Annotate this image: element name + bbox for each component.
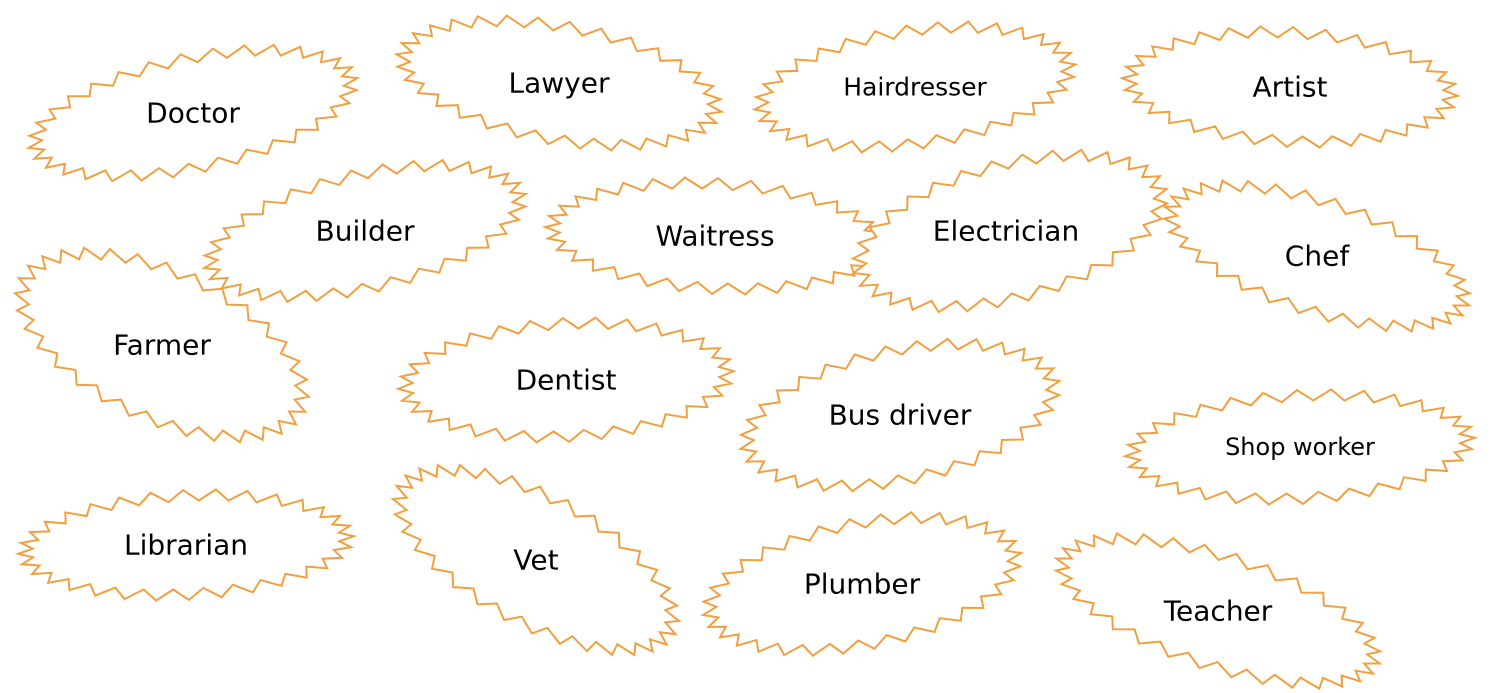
word-label: Farmer xyxy=(113,328,211,362)
word-burst-shop-worker xyxy=(1125,389,1475,504)
word-burst-electrician xyxy=(853,150,1167,312)
word-burst-artist xyxy=(1122,27,1458,148)
word-label: Artist xyxy=(1252,70,1328,104)
word-burst-plumber xyxy=(703,512,1021,655)
word-label: Dentist xyxy=(515,363,617,397)
word-label: Teacher xyxy=(1163,594,1273,628)
word-burst-waitress xyxy=(545,178,885,295)
word-burst-vet xyxy=(393,465,679,655)
word-label: Lawyer xyxy=(508,66,610,100)
word-burst-dentist xyxy=(398,318,734,443)
word-label: Electrician xyxy=(932,214,1080,248)
word-label: Builder xyxy=(315,214,415,248)
word-burst-lawyer xyxy=(397,16,722,151)
word-burst-bus-driver xyxy=(741,339,1060,491)
word-label: Chef xyxy=(1284,239,1350,273)
word-burst-teacher xyxy=(1056,534,1380,689)
word-burst-librarian xyxy=(18,489,354,600)
word-label: Hairdresser xyxy=(843,72,987,102)
word-label: Librarian xyxy=(123,528,249,562)
word-burst-doctor xyxy=(29,45,358,181)
word-label: Vet xyxy=(513,543,559,577)
word-burst-builder xyxy=(204,160,526,302)
word-label: Doctor xyxy=(146,96,240,130)
word-label: Waitress xyxy=(655,219,775,253)
word-burst-hairdresser xyxy=(755,22,1076,153)
word-label: Bus driver xyxy=(828,398,972,432)
word-label: Shop worker xyxy=(1225,433,1375,461)
word-label: Plumber xyxy=(803,567,921,601)
word-burst-chef xyxy=(1164,181,1470,332)
